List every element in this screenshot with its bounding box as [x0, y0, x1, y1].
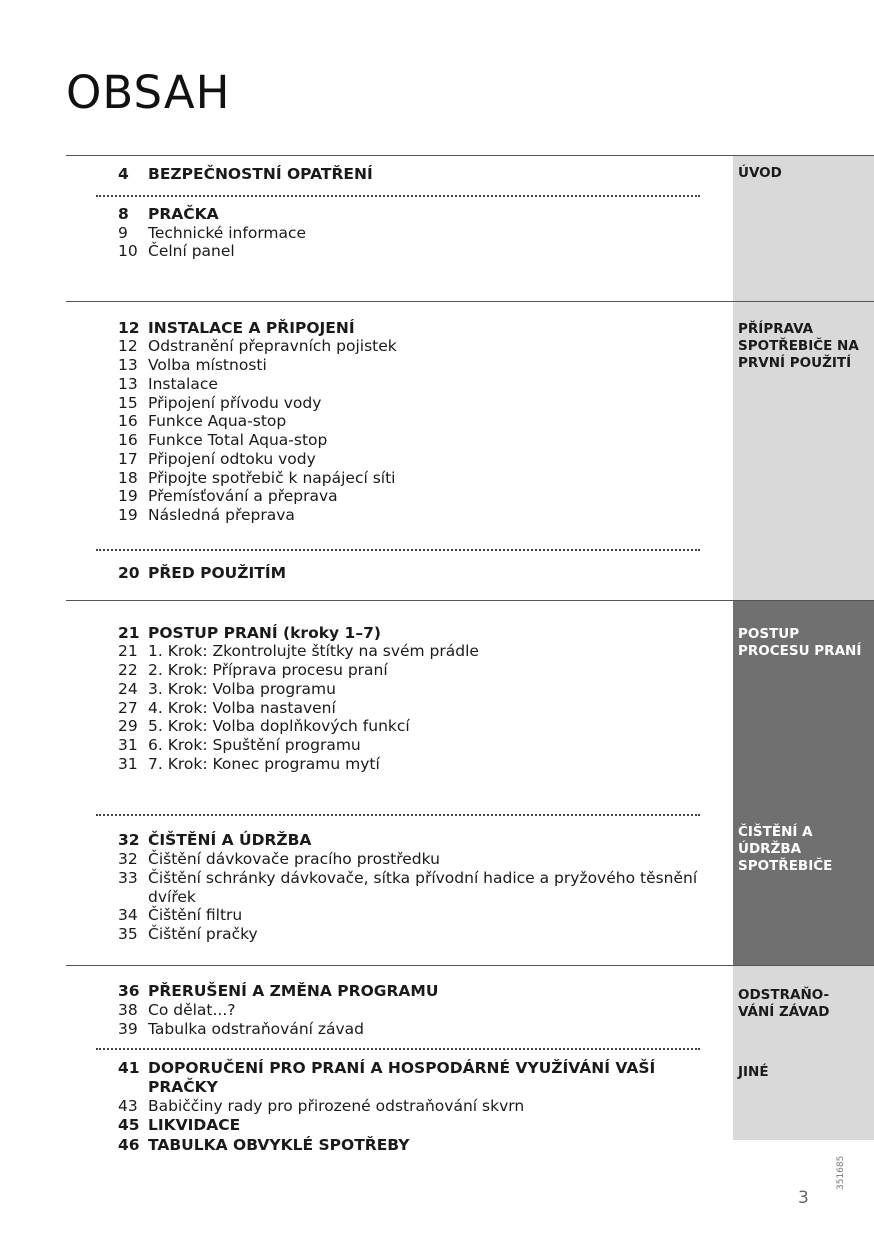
toc-page-number: 12 — [118, 337, 138, 355]
toc-entry-text: Technické informace — [148, 224, 307, 242]
toc-page-number: 32 — [118, 831, 140, 849]
toc-page-number: 19 — [118, 487, 138, 505]
toc-page-number: 8 — [118, 205, 129, 223]
toc-entry — [118, 337, 708, 356]
toc-page-number: 12 — [118, 319, 140, 337]
toc-entry — [118, 224, 708, 243]
toc-page-number: 33 — [118, 869, 138, 887]
toc-page-number: 31 — [118, 755, 138, 773]
section-divider — [66, 301, 874, 302]
toc-entry — [118, 982, 708, 1001]
toc-entry — [118, 205, 708, 224]
toc-page-number: 43 — [118, 1097, 138, 1115]
toc-entry-text: Připojení přívodu vody — [148, 394, 322, 412]
band-label-uvod: ÚVOD — [738, 165, 782, 181]
toc-entry — [118, 506, 708, 525]
band-label-odstranovani: ODSTRAŇO- VÁNÍ ZÁVAD — [738, 987, 830, 1020]
toc-page-number: 19 — [118, 506, 138, 524]
toc-entry-text: Připojení odtoku vody — [148, 450, 316, 468]
toc-page-number: 22 — [118, 661, 138, 679]
toc-entry-text: DOPORUČENÍ PRO PRANÍ A HOSPODÁRNÉ VYUŽÍVÁNÍ VAŠÍ PRAČKY — [148, 1059, 656, 1096]
toc-entry — [118, 356, 708, 375]
toc-entry — [118, 319, 708, 338]
toc-page-number: 24 — [118, 680, 138, 698]
toc-entry — [118, 906, 708, 925]
toc-entry — [118, 661, 708, 680]
toc-entry — [118, 469, 708, 488]
toc-entry-text: LIKVIDACE — [148, 1116, 241, 1134]
toc-entry-text: Přemísťování a přeprava — [148, 487, 338, 505]
toc-entry-text: Instalace — [148, 375, 218, 393]
toc-page-number: 4 — [118, 165, 129, 183]
toc-entry — [118, 375, 708, 394]
toc-entry — [118, 642, 708, 661]
toc-entry-text: 3. Krok: Volba programu — [148, 680, 336, 698]
toc-page-number: 15 — [118, 394, 138, 412]
toc-entry-text: 2. Krok: Příprava procesu praní — [148, 661, 388, 679]
dotted-divider — [96, 195, 700, 197]
toc-entry-text: Tabulka odstraňování závad — [148, 1020, 365, 1038]
toc-entry-text: PŘED POUŽITÍM — [148, 564, 287, 582]
toc-entry — [118, 680, 708, 699]
toc-entry-text: Čištění filtru — [148, 906, 243, 924]
toc-entry-text: Odstranění přepravních pojistek — [148, 337, 397, 355]
toc-entry-text: Následná přeprava — [148, 506, 295, 524]
toc-entry — [118, 165, 708, 184]
toc-page-number: 16 — [118, 412, 138, 430]
toc-page-number: 13 — [118, 356, 138, 374]
toc-entry-text: INSTALACE A PŘIPOJENÍ — [148, 319, 355, 337]
toc-entry-text: Funkce Aqua-stop — [148, 412, 287, 430]
dotted-divider — [96, 1048, 700, 1050]
toc-entry-text: 7. Krok: Konec programu mytí — [148, 755, 380, 773]
toc-entry-text: 4. Krok: Volba nastavení — [148, 699, 336, 717]
toc-page-number: 29 — [118, 717, 138, 735]
section-divider — [66, 155, 874, 156]
toc-entry — [118, 431, 708, 450]
toc-entry-text: PRAČKA — [148, 205, 219, 223]
toc-entry-text: Čištění pračky — [148, 925, 258, 943]
toc-entry — [118, 412, 708, 431]
toc-entry — [118, 242, 708, 261]
toc-page-number: 21 — [118, 642, 138, 660]
band-label-postup: POSTUP PROCESU PRANÍ — [738, 626, 862, 659]
toc-page-number: 35 — [118, 925, 138, 943]
toc-page-number: 34 — [118, 906, 138, 924]
toc-entry — [118, 717, 708, 736]
toc-page-number: 41 — [118, 1059, 140, 1077]
toc-entry — [118, 831, 708, 850]
section-divider — [66, 600, 874, 601]
toc-entry-text: Čištění dávkovače pracího prostředku — [148, 850, 440, 868]
toc-page-number: 31 — [118, 736, 138, 754]
toc-entry — [118, 925, 708, 944]
toc-entry — [118, 394, 708, 413]
toc-page-number: 17 — [118, 450, 138, 468]
dotted-divider — [96, 549, 700, 551]
toc-entry-text: BEZPEČNOSTNÍ OPATŘENÍ — [148, 165, 373, 183]
toc-entry-text: Čelní panel — [148, 242, 235, 260]
toc-entry — [118, 736, 708, 755]
toc-entry — [118, 487, 708, 506]
toc-page-number: 38 — [118, 1001, 138, 1019]
toc-entry — [118, 869, 708, 907]
toc-entry-text: Babiččiny rady pro přirozené odstraňování skvrn — [148, 1097, 525, 1115]
toc-entry — [118, 450, 708, 469]
toc-entry — [118, 1097, 708, 1116]
toc-entry — [118, 850, 708, 869]
section-divider — [66, 965, 874, 966]
toc-page-number: 9 — [118, 224, 128, 242]
toc-entry-text: TABULKA OBVYKLÉ SPOTŘEBY — [148, 1136, 410, 1154]
toc-page-number: 20 — [118, 564, 140, 582]
toc-page-number: 18 — [118, 469, 138, 487]
toc-entry-text: Funkce Total Aqua-stop — [148, 431, 328, 449]
toc-page-number: 46 — [118, 1136, 140, 1154]
document-id: 351685 — [836, 1155, 846, 1190]
toc-page-number: 13 — [118, 375, 138, 393]
toc-entry — [118, 1020, 708, 1039]
band-label-cisteni: ČIŠTĚNÍ A ÚDRŽBA SPOTŘEBIČE — [738, 824, 833, 874]
toc-entry-text: Čištění schránky dávkovače, sítka přívodní hadice a pryžového těsnění dvířek — [148, 869, 698, 906]
toc-entry — [118, 624, 708, 643]
toc-entry-text: POSTUP PRANÍ (kroky 1–7) — [148, 624, 381, 642]
toc-entry-text: Co dělat...? — [148, 1001, 236, 1019]
toc-page-number: 10 — [118, 242, 138, 260]
toc-page-number: 39 — [118, 1020, 138, 1038]
toc-entry — [118, 564, 708, 583]
toc-page-number: 27 — [118, 699, 138, 717]
toc-entry-text: 5. Krok: Volba doplňkových funkcí — [148, 717, 410, 735]
page-title: OBSAH — [66, 66, 231, 119]
band-label-priprava: PŘÍPRAVA SPOTŘEBIČE NA PRVNÍ POUŽITÍ — [738, 321, 859, 371]
page-number: 3 — [798, 1188, 809, 1208]
toc-entry — [118, 699, 708, 718]
toc-entry — [118, 1059, 708, 1097]
toc-entry — [118, 1116, 708, 1135]
toc-entry-text: Volba místnosti — [148, 356, 267, 374]
toc-page-number: 21 — [118, 624, 140, 642]
toc-entry-text: ČIŠTĚNÍ A ÚDRŽBA — [148, 831, 312, 849]
toc-page-number: 36 — [118, 982, 140, 1000]
toc-entry — [118, 755, 708, 774]
toc-entry-text: Připojte spotřebič k napájecí síti — [148, 469, 396, 487]
toc-entry-text: PŘERUŠENÍ A ZMĚNA PROGRAMU — [148, 982, 439, 1000]
toc-entry — [118, 1136, 708, 1155]
dotted-divider — [96, 814, 700, 816]
toc-entry — [118, 1001, 708, 1020]
toc-page-number: 16 — [118, 431, 138, 449]
band-label-jine: JINÉ — [738, 1064, 769, 1080]
toc-page-number: 45 — [118, 1116, 140, 1134]
toc-page-number: 32 — [118, 850, 138, 868]
toc-entry-text: 6. Krok: Spuštění programu — [148, 736, 361, 754]
toc-entry-text: 1. Krok: Zkontrolujte štítky na svém prádle — [148, 642, 479, 660]
